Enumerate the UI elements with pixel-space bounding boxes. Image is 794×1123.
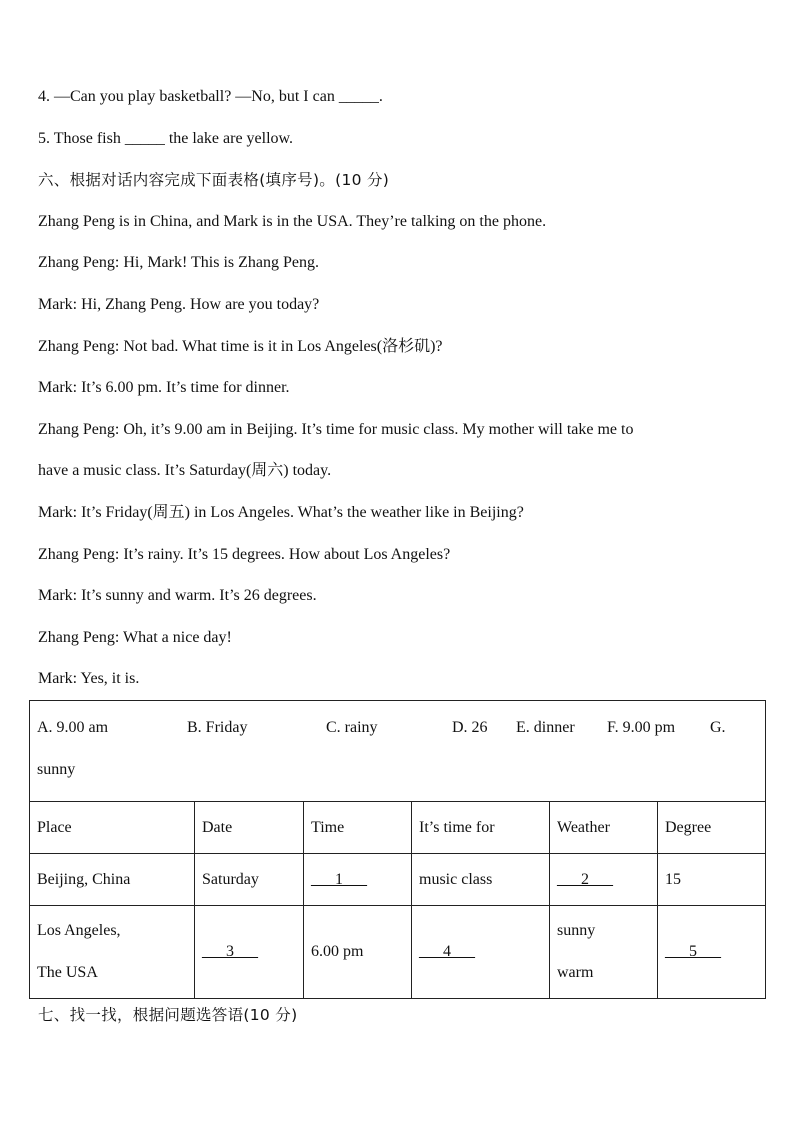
option-a: A. 9.00 am <box>37 719 109 736</box>
dialogue-line: Mark: It’s Friday(周五) in Los Angeles. What’s the weather like in Beijing? <box>38 504 524 521</box>
place-line-1: Los Angeles, <box>37 922 121 939</box>
dialogue-line: Mark: Yes, it is. <box>38 670 140 687</box>
header-place: Place <box>30 802 195 854</box>
cell-weather <box>550 906 658 999</box>
option-e: E. dinner <box>516 719 575 736</box>
question-5: 5. Those fish _____ the lake are yellow. <box>38 130 294 147</box>
blank-5[interactable]: ___5___ <box>658 906 766 999</box>
dialogue-line: Zhang Peng: Not bad. What time is it in Los Angeles(洛杉矶)? <box>38 338 443 355</box>
place-line-2: The USA <box>37 964 98 981</box>
header-weather: Weather <box>550 802 658 854</box>
dialogue-line: have a music class. It’s Saturday(周六) today. <box>38 462 332 479</box>
table-row <box>30 854 766 906</box>
dialogue-intro: Zhang Peng is in China, and Mark is in the USA. They’re talking on the phone. <box>38 213 547 230</box>
header-time: Time <box>304 802 412 854</box>
section-7-heading: 七、找一找，根据问题选答语(10 分) <box>38 1006 298 1024</box>
weather-line-1: sunny <box>557 922 596 939</box>
table-row <box>30 906 766 999</box>
dialogue-line: Mark: Hi, Zhang Peng. How are you today? <box>38 296 320 313</box>
option-g-text: sunny <box>37 761 76 778</box>
cell-degree: 15 <box>658 854 766 906</box>
blank-4[interactable]: ___4___ <box>412 906 550 999</box>
dialogue-line: Zhang Peng: Oh, it’s 9.00 am in Beijing. It’s time for music class. My mother will take me to <box>38 421 634 438</box>
blank-1[interactable]: ___1___ <box>304 854 412 906</box>
section-6-heading: 六、根据对话内容完成下面表格(填序号)。(10 分) <box>38 171 390 189</box>
header-date: Date <box>195 802 304 854</box>
dialogue-line: Zhang Peng: It’s rainy. It’s 15 degrees. How about Los Angeles? <box>38 546 451 563</box>
dialogue-line: Mark: It’s 6.00 pm. It’s time for dinner. <box>38 379 290 396</box>
blank-3[interactable]: ___3___ <box>195 906 304 999</box>
dialogue-line: Zhang Peng: What a nice day! <box>38 629 232 646</box>
option-b: B. Friday <box>187 719 248 736</box>
cell-time-for: music class <box>412 854 550 906</box>
dialogue-line: Mark: It’s sunny and warm. It’s 26 degrees. <box>38 587 317 604</box>
option-d: D. 26 <box>452 719 488 736</box>
blank-2[interactable]: ___2___ <box>550 854 658 906</box>
cell-date: Saturday <box>195 854 304 906</box>
answer-table <box>29 700 766 999</box>
weather-line-2: warm <box>557 964 594 981</box>
header-row <box>30 802 766 854</box>
cell-place: Beijing, China <box>30 854 195 906</box>
header-degree: Degree <box>658 802 766 854</box>
question-4: 4. —Can you play basketball? —No, but I can _____. <box>38 88 383 105</box>
header-time-for: It’s time for <box>412 802 550 854</box>
dialogue-line: Zhang Peng: Hi, Mark! This is Zhang Peng. <box>38 254 320 271</box>
cell-place <box>30 906 195 999</box>
option-c: C. rainy <box>326 719 378 736</box>
options-cell <box>30 701 766 802</box>
option-f: F. 9.00 pm <box>607 719 676 736</box>
option-g: G. <box>710 719 726 736</box>
cell-time: 6.00 pm <box>304 906 412 999</box>
